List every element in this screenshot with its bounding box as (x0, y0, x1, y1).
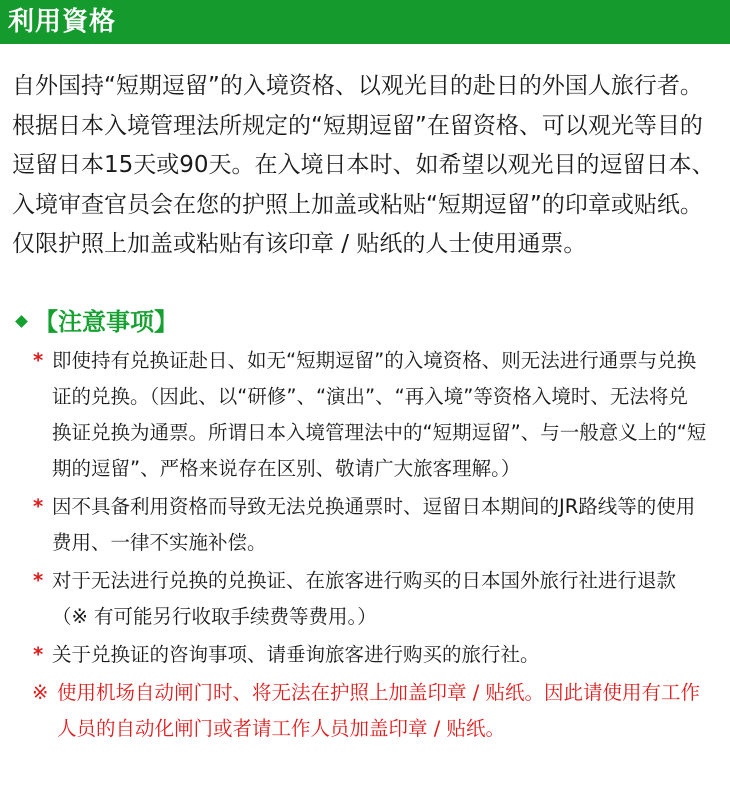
note-item (0, 563, 707, 635)
reference-mark-icon: ※ (32, 680, 49, 704)
section-title: 利用資格 (8, 7, 117, 37)
note-item (0, 637, 707, 673)
diamond-bullet-icon (15, 315, 28, 328)
warning-note (0, 675, 717, 747)
eligibility-paragraph: 自外国持“短期逗留”的入境资格、以观光目的赴日的外国人旅行者。根据日本入境管理法所规定的“短期逗留”在留资格、可以观光等目的逗留日本15天或90天。在入境日本时、如希望以观光目的逗留日本、入境审查官员会在您的护照上加盖或粘贴“短期逗留”的印章或贴纸。仅限护照上加盖或粘贴有该印章 / 贴纸的人士使用通票。 (12, 73, 715, 257)
asterisk-icon: * (33, 568, 44, 592)
notes-list (0, 343, 730, 673)
asterisk-icon: * (33, 642, 44, 666)
notes-heading-text: 【注意事项】 (34, 307, 178, 336)
note-text: 因不具备利用资格而导致无法兑换通票时、逗留日本期间的JR路线等的使用费用、一律不实施补偿。 (52, 494, 696, 554)
section-header (0, 0, 730, 44)
note-text: 关于兑换证的咨询事项、请垂询旅客进行购买的旅行社。 (52, 642, 540, 666)
note-text: 即使持有兑换证赴日、如无“短期逗留”的入境资格、则无法进行通票与兑换证的兑换。（因此、以“研修”、“演出”、“再入境”等资格入境时、无法将兑换证兑换为通票。所谓日本入境管理法中的“短期逗留”、与一般意义上的“短期的逗留”、严格来说存在区别、敬请广大旅客理解。） (52, 348, 707, 480)
note-item (0, 343, 707, 487)
warning-text: 使用机场自动闸门时、将无法在护照上加盖印章 / 贴纸。因此请使用有工作人员的自动化闸门或者请工作人员加盖印章 / 贴纸。 (57, 680, 700, 740)
asterisk-icon: * (33, 494, 44, 518)
notes-heading (14, 305, 730, 339)
note-item (0, 489, 707, 561)
note-text: 对于无法进行兑换的兑换证、在旅客进行购买的日本国外旅行社进行退款（※ 有可能另行收取手续费等费用。） (52, 568, 677, 628)
asterisk-icon: * (33, 348, 44, 372)
